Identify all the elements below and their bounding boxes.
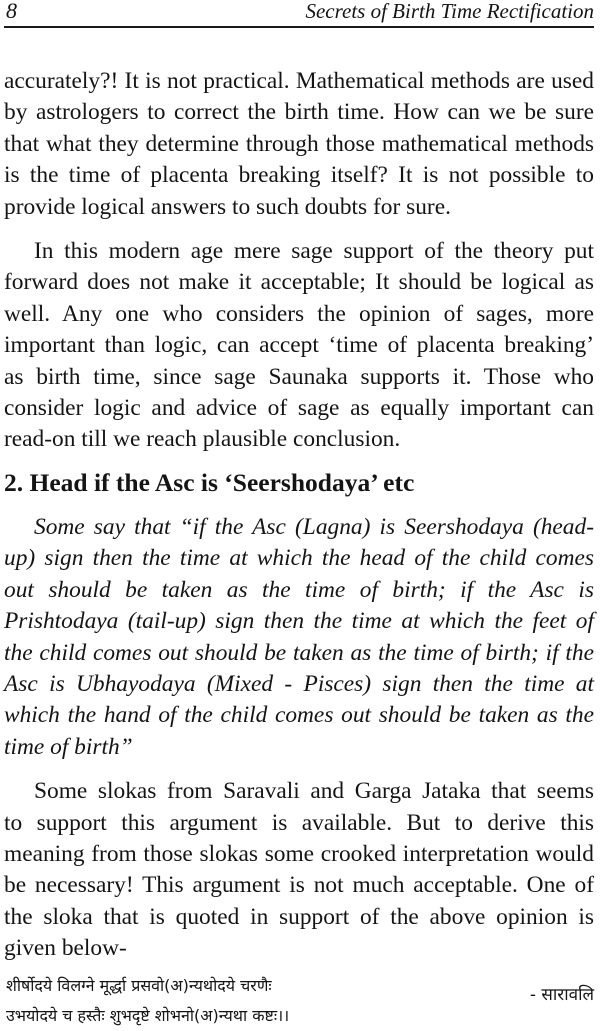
- text-line: forward does not make it acceptable; It should be logical as: [4, 269, 594, 296]
- text-line: Some slokas from Saravali and Garga Jataka that seems: [34, 778, 594, 805]
- text-line: well. Any one who considers the opinion of sages, more: [4, 300, 594, 327]
- text-line: consider logic and advice of sage as equally important can: [4, 395, 594, 422]
- text-line: given below-: [4, 935, 127, 962]
- text-line: Some say that “if the Asc (Lagna) is Seershodaya (head-: [34, 513, 594, 540]
- text-line: accurately?! It is not practical. Mathematical methods are used: [4, 68, 594, 94]
- paragraph-modern-age: [4, 236, 594, 456]
- text-line: that what they determine through those mathematical methods: [4, 130, 594, 157]
- paragraph-practicality: [4, 66, 594, 223]
- text-line: the child comes out should be taken as the time of birth; if the: [4, 639, 594, 666]
- text-line: to support this argument is available. But to derive this: [4, 809, 594, 836]
- text-line: Asc is Ubhayodaya (Mixed - Pisces) sign then the time at: [4, 670, 594, 697]
- text-line: up) sign then the time at which the head of the child comes: [4, 545, 594, 572]
- text-line: is the time of placenta breaking itself? It is not possible to: [4, 162, 594, 189]
- text-line: read-on till we reach plausible conclusion.: [4, 426, 401, 453]
- paragraph-slokas-discussion: [4, 776, 594, 964]
- sloka-attribution: - सारावलि: [529, 985, 594, 1005]
- running-header: [4, 0, 594, 28]
- text-line: which the hand of the child comes out should be taken as the: [4, 702, 594, 729]
- text-line: In this modern age mere sage support of the theory put: [34, 238, 594, 265]
- sloka-line: उभयोदये च हस्तैः शुभदृष्टे शोभनो(अ)न्यथा कष्टः।।: [6, 1005, 290, 1025]
- text-line: provide logical answers to such doubts for sure.: [4, 193, 451, 220]
- sloka-line: शीर्षोदये विलग्ने मूर्द्धा प्रसवो(अ)न्यथोदये चरणैः: [6, 975, 272, 995]
- page-body: [4, 66, 594, 1031]
- text-line: as birth time, since sage Saunaka supports it. Those who: [4, 363, 594, 390]
- section-heading: 2. Head if the Asc is ‘Seershodaya’ etc: [4, 467, 415, 497]
- text-line: time of birth”: [4, 733, 133, 760]
- text-line: important than logic, can accept ‘time of placenta breaking’: [4, 332, 594, 359]
- sanskrit-sloka: [4, 971, 594, 1031]
- page-number: 8: [6, 0, 17, 23]
- running-title: Secrets of Birth Time Rectification: [305, 0, 594, 23]
- text-line: the sloka that is quoted in support of the above opinion is: [4, 903, 594, 930]
- text-line: by astrologers to correct the birth time. How can we be sure: [4, 99, 594, 126]
- paragraph-quoted-opinion: [4, 512, 594, 763]
- text-line: out should be taken as the time of birth; if the Asc is: [4, 576, 594, 603]
- text-line: Prishtodaya (tail-up) sign then the time at which the feet of: [4, 608, 594, 635]
- text-line: be necessary! This argument is not much acceptable. One of: [4, 872, 594, 899]
- text-line: meaning from those slokas some crooked interpretation would: [4, 840, 594, 867]
